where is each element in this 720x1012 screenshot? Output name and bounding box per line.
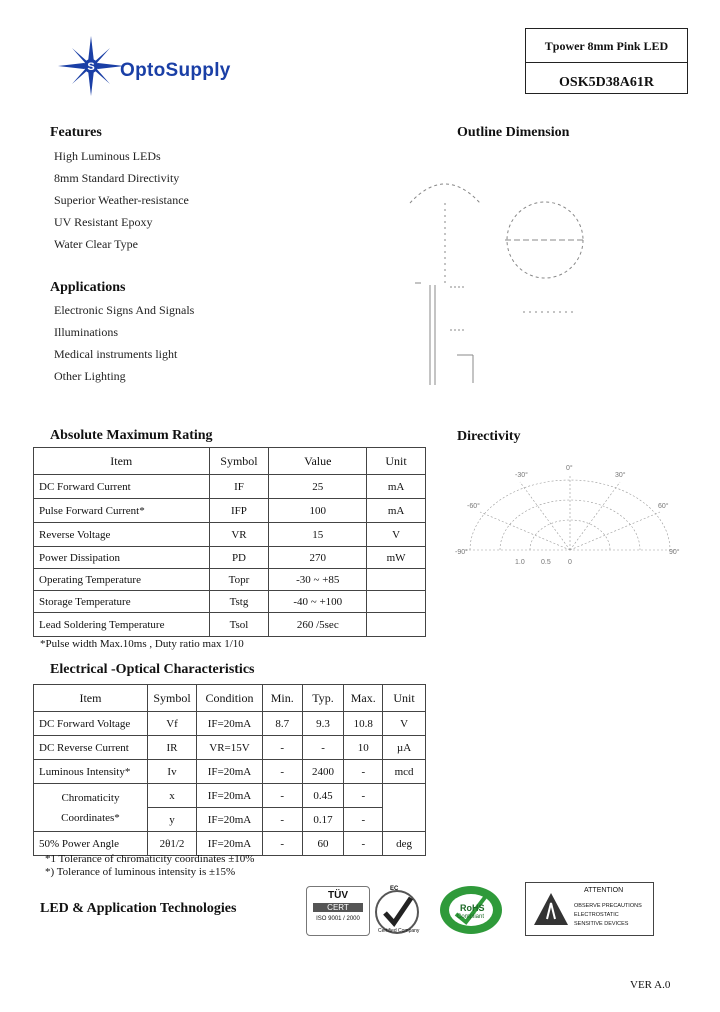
column-header: Item <box>34 685 148 712</box>
angle-label: 90° <box>669 549 680 556</box>
table-cell: IF=20mA <box>197 808 263 832</box>
column-header: Max. <box>344 685 383 712</box>
table-cell: IF=20mA <box>197 760 263 784</box>
abs-max-table <box>33 447 426 637</box>
table-cell: Luminous Intensity* <box>34 760 148 784</box>
table-cell: - <box>344 832 383 856</box>
outline-drawing <box>375 155 605 410</box>
scale-label: 0 <box>568 559 572 566</box>
table-cell: 2400 <box>302 760 344 784</box>
chroma-label: Chromaticity <box>61 791 120 804</box>
angle-label: -60° <box>467 503 480 510</box>
table-cell: Storage Temperature <box>34 591 210 613</box>
table-cell: 60 <box>302 832 344 856</box>
table-cell: 50% Power Angle <box>34 832 148 856</box>
table-cell: 10.8 <box>344 712 383 736</box>
angle-label: -30° <box>515 472 528 479</box>
table-cell: IR <box>147 736 196 760</box>
table-row <box>34 547 426 569</box>
table-cell <box>367 613 426 637</box>
abs-max-heading: Absolute Maximum Rating <box>50 428 213 443</box>
company-name: LED & Application Technologies <box>40 901 237 916</box>
table-cell <box>367 569 426 591</box>
table-cell: 2θ1/2 <box>147 832 196 856</box>
table-cell: 9.3 <box>302 712 344 736</box>
table-cell: Vf <box>147 712 196 736</box>
table-cell: IF=20mA <box>197 712 263 736</box>
esd-attention-badge <box>525 882 654 936</box>
list-item: Electronic Signs And Signals <box>54 303 195 317</box>
table-cell: - <box>302 736 344 760</box>
table-cell: Tsol <box>209 613 269 637</box>
scale-label: 1.0 <box>515 559 525 566</box>
table-cell: 25 <box>269 475 367 499</box>
eo-heading: Electrical -Optical Characteristics <box>50 662 255 677</box>
star-logo-icon <box>58 36 124 96</box>
table-cell: - <box>344 784 383 808</box>
table-cell: VR <box>209 523 269 547</box>
badge-label: ELECTROSTATIC <box>574 912 619 918</box>
column-header: Value <box>269 448 367 475</box>
eo-note: *) Tolerance of luminous intensity is ±15% <box>45 866 236 878</box>
table-cell: -30 ~ +85 <box>269 569 367 591</box>
angle-label: 0° <box>566 465 573 472</box>
badge-label: Certified Company <box>378 928 420 934</box>
scale-label: 0.5 <box>541 559 551 566</box>
list-item: Water Clear Type <box>54 237 138 251</box>
column-header: Unit <box>383 685 426 712</box>
list-item: Medical instruments light <box>54 347 178 361</box>
table-cell: - <box>262 760 302 784</box>
angle-label: -90° <box>455 549 468 556</box>
table-header-row <box>34 448 426 475</box>
list-item: Other Lighting <box>54 369 126 383</box>
badge-label: SENSITIVE DEVICES <box>574 921 629 927</box>
table-cell: IF=20mA <box>197 784 263 808</box>
table-cell: - <box>262 736 302 760</box>
table-row <box>34 569 426 591</box>
table-cell: mA <box>367 499 426 523</box>
list-item: UV Resistant Epoxy <box>54 215 153 229</box>
column-header: Symbol <box>147 685 196 712</box>
table-cell: mW <box>367 547 426 569</box>
table-cell: y <box>147 808 196 832</box>
abs-max-note: *Pulse width Max.10ms , Duty ratio max 1/10 <box>40 638 244 650</box>
table-row <box>34 523 426 547</box>
table-cell: 270 <box>269 547 367 569</box>
table-cell: - <box>262 784 302 808</box>
table-row <box>34 613 426 637</box>
table-cell: VR=15V <box>197 736 263 760</box>
table-cell: IFP <box>209 499 269 523</box>
table-cell <box>383 784 426 832</box>
applications-list <box>54 303 194 391</box>
angle-label: 60° <box>658 503 669 510</box>
table-cell: µA <box>383 736 426 760</box>
angle-label: 30° <box>615 472 626 479</box>
column-header: Min. <box>262 685 302 712</box>
table-row <box>34 784 426 808</box>
table-row <box>34 760 426 784</box>
table-cell: - <box>344 760 383 784</box>
badge-label: EC <box>390 886 399 892</box>
table-cell: deg <box>383 832 426 856</box>
column-header: Item <box>34 448 210 475</box>
table-row <box>34 475 426 499</box>
table-cell: DC Forward Voltage <box>34 712 148 736</box>
table-cell: Reverse Voltage <box>34 523 210 547</box>
table-cell <box>34 784 148 832</box>
badge-label: OBSERVE PRECAUTIONS <box>574 903 642 909</box>
table-cell: PD <box>209 547 269 569</box>
table-cell: 15 <box>269 523 367 547</box>
badge-label: ISO 9001 / 2000 <box>316 916 360 922</box>
badge-label: TÜV <box>328 890 348 901</box>
table-cell: Topr <box>209 569 269 591</box>
applications-heading: Applications <box>50 280 126 295</box>
outline-heading: Outline Dimension <box>457 125 570 140</box>
table-cell: 0.45 <box>302 784 344 808</box>
table-cell: Pulse Forward Current* <box>34 499 210 523</box>
badge-label: CERT <box>313 903 363 912</box>
table-cell: 0.17 <box>302 808 344 832</box>
table-cell: - <box>262 808 302 832</box>
table-cell: 10 <box>344 736 383 760</box>
table-cell <box>367 591 426 613</box>
ec-cert-badge <box>372 886 422 936</box>
brand-name: OptoSupply <box>120 60 231 81</box>
table-cell: IF=20mA <box>197 832 263 856</box>
table-cell: 260 /5sec <box>269 613 367 637</box>
badge-label: Compliant <box>457 914 485 920</box>
title-box <box>525 28 688 94</box>
version-label: VER A.0 <box>630 979 671 991</box>
table-row <box>34 736 426 760</box>
product-title: Tpower 8mm Pink LED <box>544 39 669 53</box>
features-list <box>54 149 189 259</box>
table-header-row <box>34 685 426 712</box>
table-cell: mcd <box>383 760 426 784</box>
table-cell: V <box>367 523 426 547</box>
table-cell: IF <box>209 475 269 499</box>
table-cell: Tstg <box>209 591 269 613</box>
table-row <box>34 591 426 613</box>
eo-note: *1 Tolerance of chromaticity coordinates ±10% <box>45 853 255 865</box>
table-cell: Operating Temperature <box>34 569 210 591</box>
part-number: OSK5D38A61R <box>559 75 654 90</box>
table-row <box>34 712 426 736</box>
table-cell: DC Reverse Current <box>34 736 148 760</box>
table-row <box>34 499 426 523</box>
esd-warning-icon <box>532 891 570 927</box>
brand-logo <box>58 36 273 96</box>
table-cell: Iv <box>147 760 196 784</box>
list-item: 8mm Standard Directivity <box>54 171 180 185</box>
table-row <box>34 832 426 856</box>
column-header: Condition <box>197 685 263 712</box>
table-cell: Power Dissipation <box>34 547 210 569</box>
column-header: Symbol <box>209 448 269 475</box>
column-header: Unit <box>367 448 426 475</box>
table-cell: - <box>262 832 302 856</box>
list-item: Illuminations <box>54 325 118 339</box>
table-cell: Lead Soldering Temperature <box>34 613 210 637</box>
chroma-label: Coordinates* <box>61 811 120 824</box>
table-cell: V <box>383 712 426 736</box>
directivity-chart <box>455 460 685 570</box>
table-cell: 100 <box>269 499 367 523</box>
badge-label: RoHS <box>460 903 485 913</box>
table-cell: mA <box>367 475 426 499</box>
badge-label: ATTENTION <box>584 887 624 894</box>
list-item: High Luminous LEDs <box>54 149 161 163</box>
eo-table <box>33 684 426 856</box>
svg-text:S: S <box>87 61 95 73</box>
directivity-heading: Directivity <box>457 429 521 444</box>
rohs-badge <box>438 884 504 936</box>
column-header: Typ. <box>302 685 344 712</box>
table-cell: - <box>344 808 383 832</box>
table-cell: x <box>147 784 196 808</box>
tuv-cert-badge <box>306 886 370 936</box>
list-item: Superior Weather-resistance <box>54 193 189 207</box>
table-cell: -40 ~ +100 <box>269 591 367 613</box>
features-heading: Features <box>50 125 102 140</box>
table-cell: DC Forward Current <box>34 475 210 499</box>
table-cell: 8.7 <box>262 712 302 736</box>
